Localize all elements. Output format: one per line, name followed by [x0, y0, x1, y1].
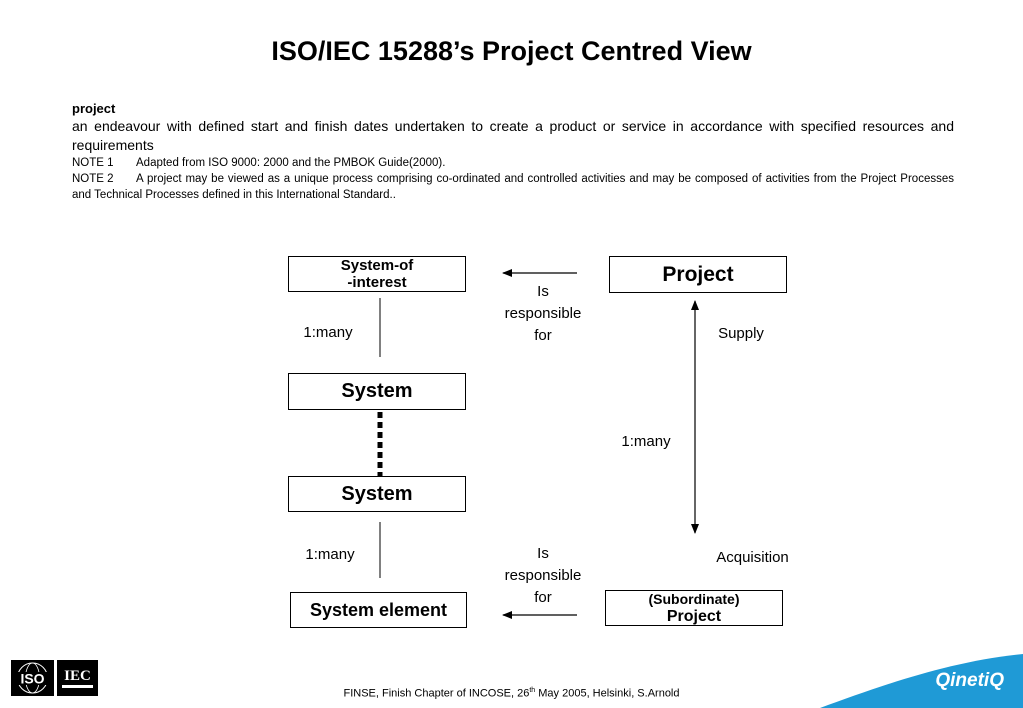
- system-of-interest-box: [288, 256, 466, 292]
- subordinate-project-box: [605, 590, 783, 626]
- iec-logo-text: IEC: [64, 668, 91, 684]
- system-lower-label: System: [341, 482, 413, 505]
- definition-term: project: [72, 101, 116, 116]
- note-2-label: NOTE 2: [72, 173, 114, 185]
- one-many-top-label: 1:many: [303, 324, 353, 341]
- sub-project-line-2: Project: [666, 608, 722, 625]
- supply-label: Supply: [718, 325, 764, 342]
- iso-logo-text: ISO: [20, 670, 45, 687]
- system-element-box: [290, 592, 467, 628]
- is-responsible-top-line-1: Is: [537, 283, 549, 300]
- is-responsible-bottom-label: [488, 543, 598, 609]
- qinetiq-logo: [820, 646, 1023, 708]
- page-title: ISO/IEC 15288’s Project Centred View: [271, 36, 752, 66]
- soi-line-1: System-of: [340, 257, 414, 274]
- one-many-bottom-label: 1:many: [305, 546, 355, 563]
- soi-line-2: -interest: [347, 274, 407, 291]
- one-many-right-label: 1:many: [621, 433, 671, 450]
- project-box: [609, 256, 787, 293]
- acquisition-label: Acquisition: [716, 549, 789, 566]
- note-2-text: A project may be viewed as a unique process comprising co-ordinated and controlled activities and may be composed of activities from the Project Processes and Technical Processes defined in this International Standard..: [72, 173, 954, 201]
- footer-sup: th: [529, 687, 536, 694]
- note-1-label: NOTE 1: [72, 157, 114, 169]
- qinetiq-logo-text: QinetiQ: [935, 670, 1004, 691]
- system-upper-label: System: [341, 380, 413, 402]
- is-responsible-top-line-3: for: [534, 327, 552, 344]
- is-responsible-bottom-line-2: responsible: [504, 567, 582, 584]
- is-responsible-bottom-line-3: for: [534, 589, 552, 606]
- system-box-upper: [288, 373, 466, 410]
- system-element-label: System element: [309, 599, 448, 620]
- footer-text-after: May 2005, Helsinki, S.Arnold: [535, 687, 680, 700]
- system-box-lower: [288, 476, 466, 512]
- definition-text: an endeavour with defined start and finish dates undertaken to create a product or service in accordance with specified resources and requirements: [72, 118, 954, 153]
- note-1-text: Adapted from ISO 9000: 2000 and the PMBOK Guide(2000).: [136, 157, 446, 169]
- is-responsible-top-line-2: responsible: [504, 305, 582, 322]
- sub-project-line-1: (Subordinate): [648, 591, 740, 607]
- is-responsible-bottom-line-1: Is: [537, 545, 549, 562]
- project-label: Project: [662, 263, 734, 286]
- is-responsible-top-label: [488, 281, 598, 347]
- footer-text-before: FINSE, Finish Chapter of INCOSE, 26: [343, 687, 530, 700]
